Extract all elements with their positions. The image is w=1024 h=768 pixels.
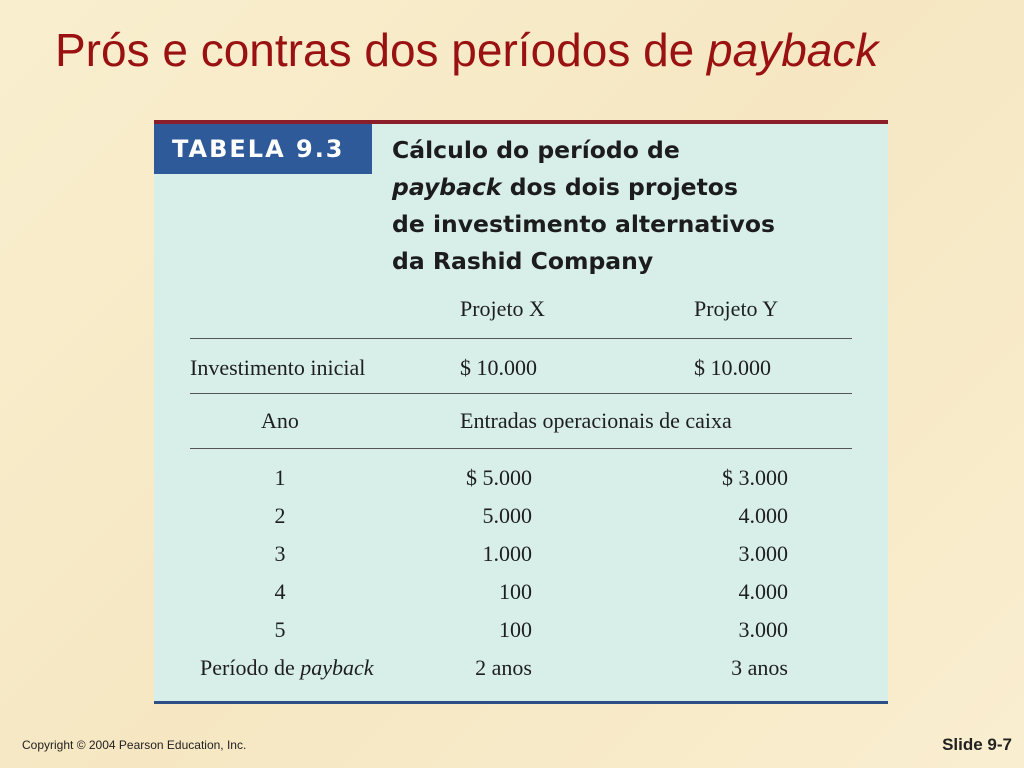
year-cell: 4 (274, 579, 286, 604)
caption-line-2 (392, 169, 872, 206)
payback-table (190, 290, 852, 687)
table-caption (392, 132, 872, 280)
year-cell: 2 (274, 503, 286, 528)
slide-title-emphasis: payback (707, 24, 879, 76)
caption-line-1: Cálculo do período de (392, 136, 680, 164)
caption-line-3: de investimento alternativos (392, 210, 775, 238)
project-x-cell: $ 5.000 (466, 465, 532, 490)
project-y-cell: 4.000 (738, 503, 788, 528)
slide-title-main: Prós e contras dos períodos de (55, 24, 708, 76)
caption-emphasis: payback (392, 173, 502, 201)
year-header-row (190, 402, 852, 440)
slide-number: Slide 9-7 (942, 735, 1012, 754)
copyright-notice: Copyright © 2004 Pearson Education, Inc. (22, 738, 247, 752)
project-x-cell: 5.000 (482, 503, 532, 528)
column-header-project-y: Projeto Y (694, 296, 779, 321)
payback-label-main: Período de (200, 655, 301, 680)
table-row (190, 535, 852, 573)
project-y-cell: $ 3.000 (722, 465, 788, 490)
year-cell: 1 (274, 465, 286, 490)
table-row (190, 459, 852, 497)
year-cell: 5 (274, 617, 286, 642)
table-card (154, 120, 888, 704)
payback-x: 2 anos (475, 655, 532, 680)
payback-label-emphasis: payback (300, 655, 374, 680)
initial-investment-row (190, 349, 852, 387)
initial-investment-y: $ 10.000 (694, 355, 771, 380)
year-cell: 3 (274, 541, 286, 566)
slide-title (55, 22, 878, 78)
table-row (190, 497, 852, 535)
initial-investment-label: Investimento inicial (190, 355, 366, 380)
project-x-cell: 1.000 (482, 541, 532, 566)
year-header: Ano (261, 408, 299, 433)
caption-line-4: da Rashid Company (392, 247, 654, 275)
divider (190, 338, 852, 339)
table-number-tag: TABELA 9.3 (154, 124, 372, 174)
divider (190, 393, 852, 394)
column-header-project-x: Projeto X (460, 296, 545, 321)
project-y-cell: 3.000 (738, 617, 788, 642)
payback-label (200, 649, 374, 687)
caption-line-2-rest: dos dois projetos (501, 173, 738, 201)
year-rows (190, 459, 852, 649)
payback-row (190, 649, 852, 687)
cash-inflows-header: Entradas operacionais de caixa (460, 408, 732, 433)
project-y-cell: 3.000 (738, 541, 788, 566)
project-x-cell: 100 (499, 579, 532, 604)
divider (190, 448, 852, 449)
initial-investment-x: $ 10.000 (460, 355, 537, 380)
table-row (190, 611, 852, 649)
payback-y: 3 anos (731, 655, 788, 680)
header-row (190, 290, 852, 328)
table-row (190, 573, 852, 611)
project-x-cell: 100 (499, 617, 532, 642)
project-y-cell: 4.000 (738, 579, 788, 604)
